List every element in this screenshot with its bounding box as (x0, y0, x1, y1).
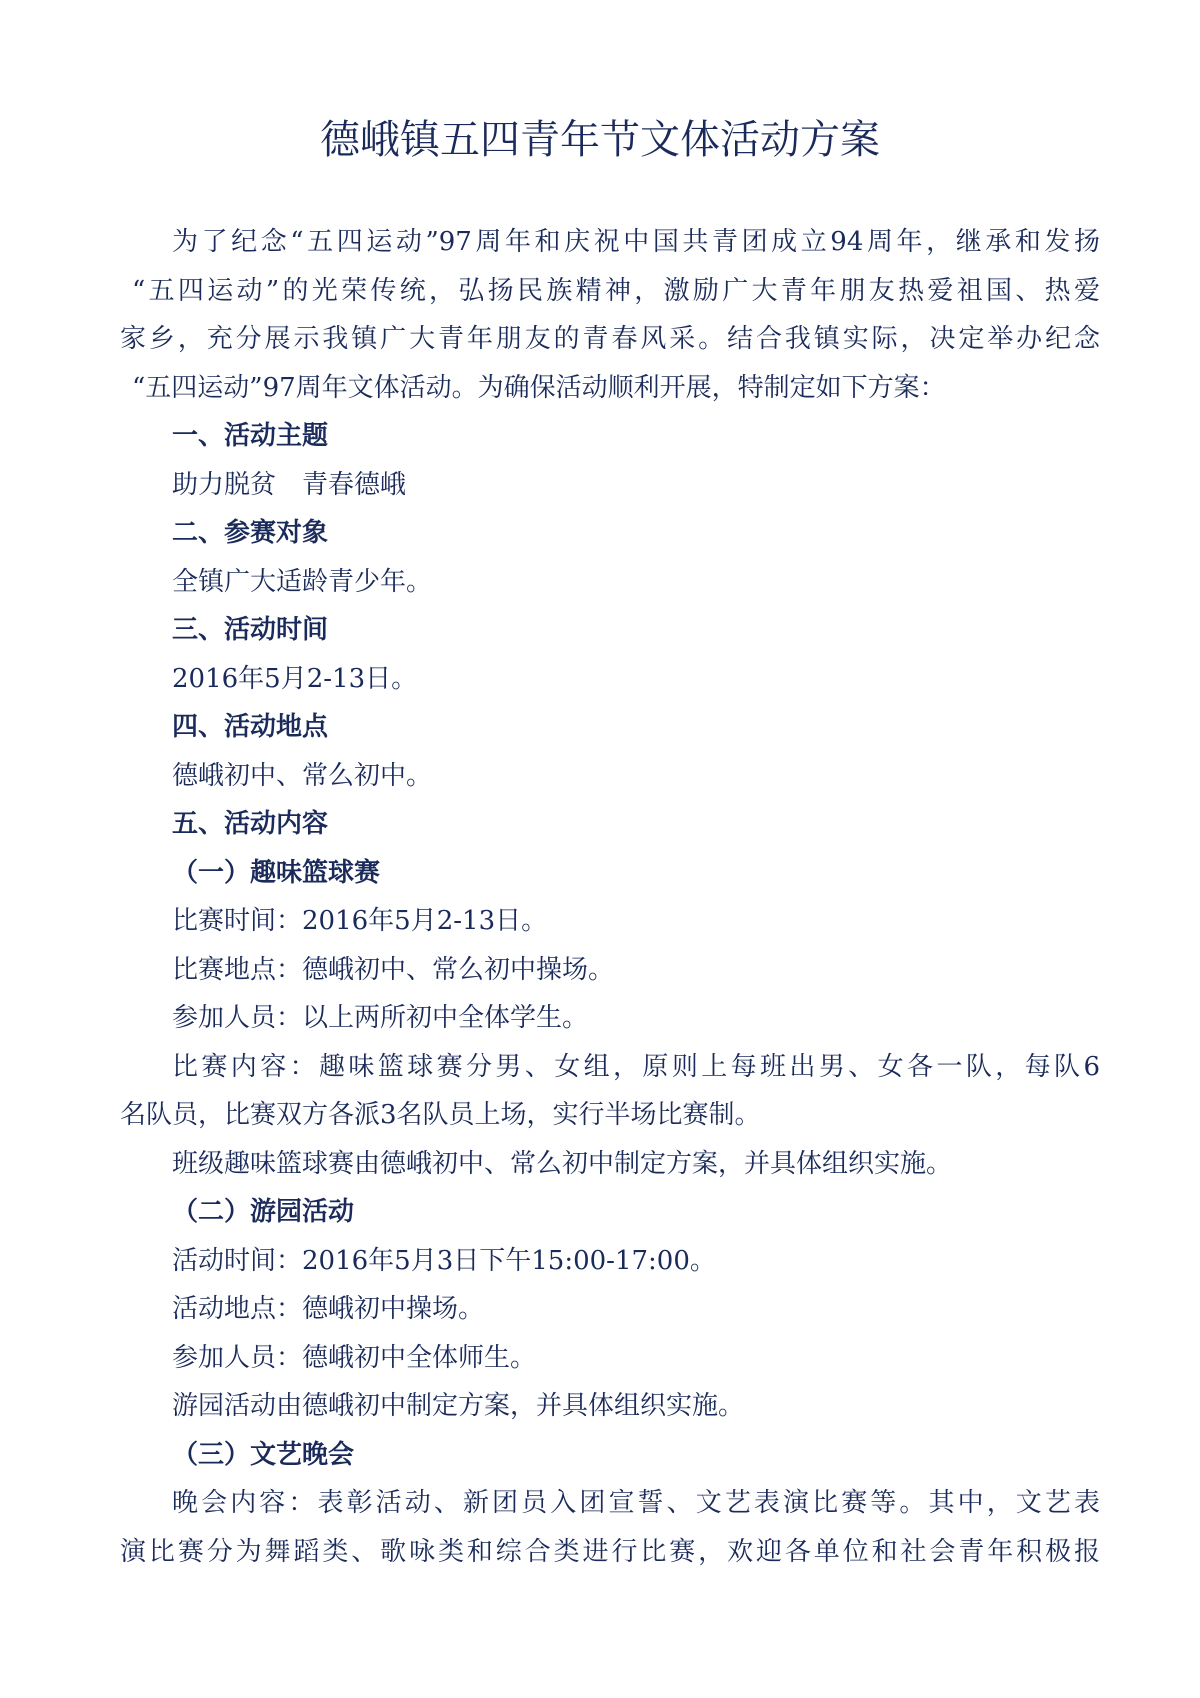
garden-participants: 参加人员：德峨初中全体师生。 (172, 1342, 537, 1373)
subsection-heading-garden: （二）游园活动 (172, 1197, 355, 1227)
basketball-content-line: 比赛内容：趣味篮球赛分男、女组，原则上每班出男、女各一队，每队6 (172, 1051, 1100, 1082)
section-heading-time: 三、活动时间 (172, 615, 329, 645)
garden-time: 活动时间：2016年5月3日下午15:00-17:00。 (172, 1245, 716, 1276)
section-heading-location: 四、活动地点 (172, 712, 329, 742)
section-heading-participants: 二、参赛对象 (172, 518, 329, 548)
subsection-heading-basketball: （一）趣味篮球赛 (172, 857, 381, 888)
subsection-heading-gala: （三）文艺晚会 (172, 1439, 355, 1470)
gala-content-line: 演比赛分为舞蹈类、歌咏类和综合类进行比赛，欢迎各单位和社会青年积极报 (120, 1536, 1100, 1567)
intro-line: “五四运动”的光荣传统，弘扬民族精神，激励广大青年朋友热爱祖国、热爱 (132, 275, 1100, 306)
section-heading-theme: 一、活动主题 (172, 421, 329, 451)
basketball-content-line: 名队员，比赛双方各派3名队员上场，实行半场比赛制。 (120, 1100, 761, 1130)
basketball-participants: 参加人员：以上两所初中全体学生。 (172, 1003, 589, 1033)
section-text-time: 2016年5月2-13日。 (172, 663, 418, 694)
intro-line: 家乡，充分展示我镇广大青年朋友的青春风采。结合我镇实际，决定举办纪念 (120, 324, 1100, 354)
intro-line: “五四运动”97周年文体活动。为确保活动顺利开展，特制定如下方案： (132, 372, 946, 403)
section-text-theme: 助力脱贫 青春德峨 (172, 469, 407, 500)
garden-place: 活动地点：德峨初中操场。 (172, 1294, 485, 1324)
basketball-organizer: 班级趣味篮球赛由德峨初中、常么初中制定方案，并具体组织实施。 (172, 1148, 953, 1179)
garden-organizer: 游园活动由德峨初中制定方案，并具体组织实施。 (172, 1391, 745, 1421)
intro-line: 为了纪念“五四运动”97周年和庆祝中国共青团成立94周年，继承和发扬 (172, 227, 1100, 257)
section-text-participants: 全镇广大适龄青少年。 (172, 566, 433, 597)
gala-content-line: 晚会内容：表彰活动、新团员入团宣誓、文艺表演比赛等。其中，文艺表 (172, 1488, 1100, 1518)
section-heading-content: 五、活动内容 (172, 809, 329, 839)
section-text-location: 德峨初中、常么初中。 (172, 760, 433, 791)
intro-paragraph (120, 218, 1100, 412)
basketball-place: 比赛地点：德峨初中、常么初中操场。 (172, 954, 615, 985)
document-title: 德峨镇五四青年节文体活动方案 (320, 117, 880, 163)
document-body (120, 218, 1100, 1576)
basketball-time: 比赛时间：2016年5月2-13日。 (172, 906, 548, 936)
